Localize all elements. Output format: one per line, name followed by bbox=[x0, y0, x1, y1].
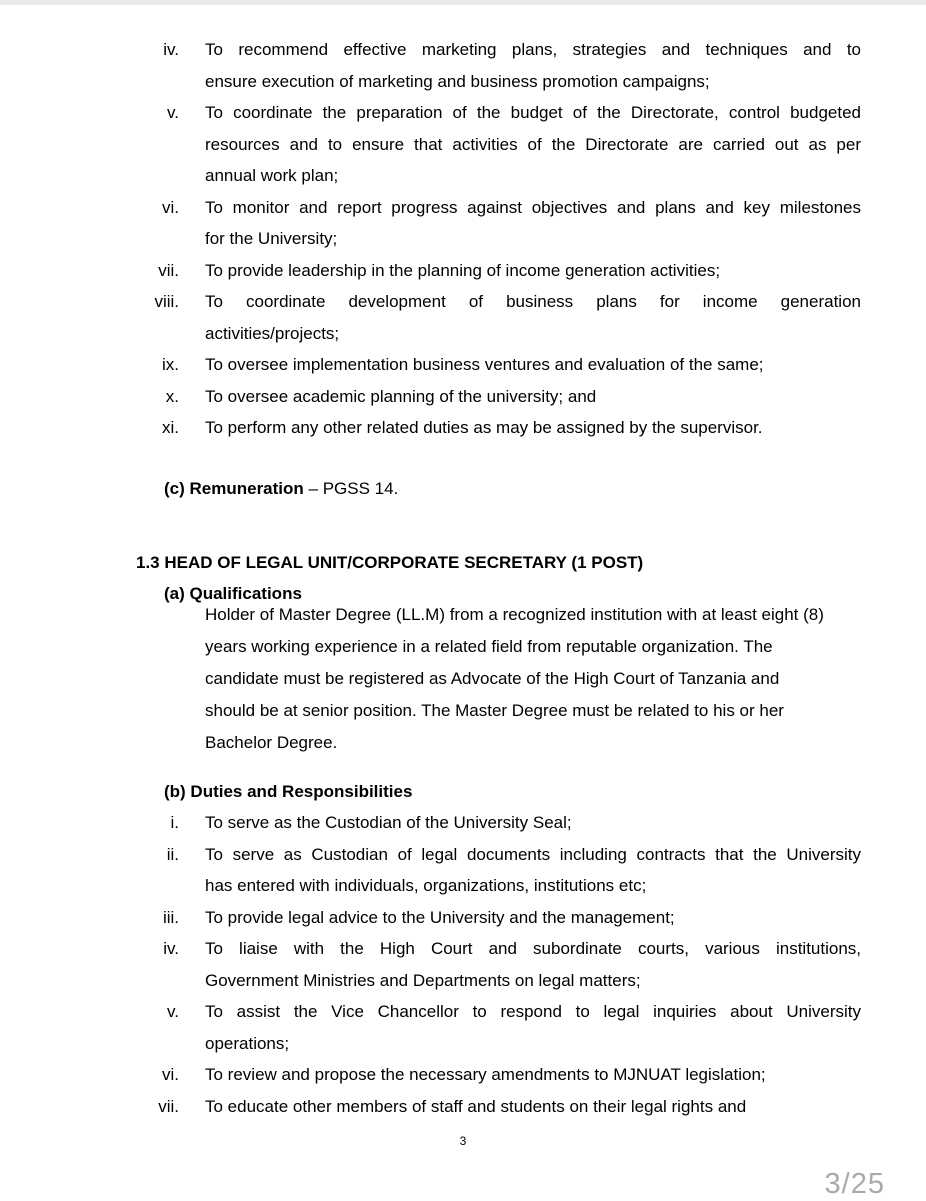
duties-heading: (b) Duties and Responsibilities bbox=[164, 782, 413, 801]
list-item-number: iii. bbox=[162, 907, 179, 927]
remuneration-label: (c) Remuneration bbox=[164, 479, 304, 498]
list-item-number: i. bbox=[170, 813, 179, 832]
list-item-number: vii. bbox=[158, 260, 179, 280]
list-item-number: xi. bbox=[162, 418, 179, 437]
list-item-number: iv. bbox=[163, 939, 179, 958]
list-item-line: activities/projects; bbox=[205, 323, 340, 343]
list-item-number: vii. bbox=[158, 1096, 179, 1116]
list-item-line: for the University; bbox=[205, 229, 338, 248]
list-item-line: has entered with individuals, organizations, institutions etc; bbox=[205, 876, 647, 895]
list-item-line: To perform any other related duties as may be assigned by the supervisor. bbox=[205, 418, 763, 437]
remuneration-line bbox=[164, 478, 398, 500]
list-item-line: resources and to ensure that activities of the Directorate are carried out as per bbox=[205, 134, 861, 154]
list-item-text bbox=[205, 839, 861, 902]
list-item-text bbox=[205, 1059, 861, 1091]
list-item-number: viii. bbox=[154, 292, 179, 311]
page-counter: 3/25 bbox=[824, 1168, 885, 1200]
list-item-line: To oversee academic planning of the university; and bbox=[205, 386, 597, 406]
list-item-number: iv. bbox=[163, 40, 179, 59]
list-item-line: To assist the Vice Chancellor to respond to legal inquiries about University bbox=[205, 1002, 861, 1021]
list-item-text bbox=[205, 381, 861, 413]
list-item-number: x. bbox=[165, 386, 179, 406]
page-number: 3 bbox=[459, 1134, 467, 1148]
qualifications-line: Bachelor Degree. bbox=[205, 733, 338, 752]
list-item-number: vi. bbox=[162, 1065, 179, 1084]
list-item-text bbox=[205, 349, 861, 381]
list-item-text bbox=[205, 286, 861, 349]
remuneration-value: – PGSS 14. bbox=[303, 479, 399, 498]
qualifications-line: should be at senior position. The Master Degree must be related to his or her bbox=[205, 701, 784, 720]
list-item-number: ii. bbox=[166, 844, 179, 864]
list-item-line: To liaise with the High Court and subordinate courts, various institutions, bbox=[205, 939, 861, 958]
list-item-number: ix. bbox=[162, 355, 179, 374]
list-item-line: To monitor and report progress against objectives and plans and key milestones bbox=[205, 197, 861, 217]
list-item-line: To review and propose the necessary amendments to MJNUAT legislation; bbox=[205, 1065, 766, 1084]
list-item-text bbox=[205, 996, 861, 1059]
list-item-line: To provide leadership in the planning of income generation activities; bbox=[205, 260, 721, 280]
qualifications-line: candidate must be registered as Advocate of the High Court of Tanzania and bbox=[205, 669, 780, 688]
list-item-text bbox=[205, 902, 861, 934]
list-item-line: To recommend effective marketing plans, strategies and techniques and to bbox=[205, 40, 861, 59]
list-item-number: vi. bbox=[162, 197, 179, 217]
list-item-line: To coordinate the preparation of the budget of the Directorate, control budgeted bbox=[205, 103, 861, 122]
list-item-number: v. bbox=[167, 1002, 179, 1021]
list-item-number: v. bbox=[167, 103, 179, 122]
list-item-line: To serve as Custodian of legal documents including contracts that the University bbox=[205, 844, 861, 864]
list-item-text bbox=[205, 192, 861, 255]
qualifications-line: Holder of Master Degree (LL.M) from a recognized institution with at least eight (8) bbox=[205, 605, 824, 624]
qualifications-line: years working experience in a related field from reputable organization. The bbox=[205, 637, 773, 656]
qualifications-paragraph bbox=[205, 599, 875, 759]
list-item-line: ensure execution of marketing and business promotion campaigns; bbox=[205, 71, 710, 91]
list-item-line: To provide legal advice to the University and the management; bbox=[205, 907, 675, 927]
qualifications-heading: (a) Qualifications bbox=[164, 584, 302, 603]
list-item-text bbox=[205, 412, 861, 444]
list-item-text bbox=[205, 255, 861, 287]
list-item-text bbox=[205, 933, 861, 996]
list-item-line: annual work plan; bbox=[205, 166, 339, 185]
list-item-text bbox=[205, 97, 861, 192]
list-item-line: To educate other members of staff and students on their legal rights and bbox=[205, 1096, 747, 1116]
list-item-text bbox=[205, 807, 861, 839]
list-item-line: To oversee implementation business ventures and evaluation of the same; bbox=[205, 355, 764, 374]
list-item-text bbox=[205, 34, 861, 97]
list-item-line: Government Ministries and Departments on legal matters; bbox=[205, 970, 641, 990]
list-item-line: To serve as the Custodian of the University Seal; bbox=[205, 813, 572, 832]
list-item-line: To coordinate development of business plans for income generation bbox=[205, 292, 861, 311]
section-title: 1.3 HEAD OF LEGAL UNIT/CORPORATE SECRETARY (1 POST) bbox=[136, 553, 644, 572]
list-item-line: operations; bbox=[205, 1033, 290, 1053]
top-border bbox=[0, 0, 926, 5]
list-item-text bbox=[205, 1091, 861, 1123]
